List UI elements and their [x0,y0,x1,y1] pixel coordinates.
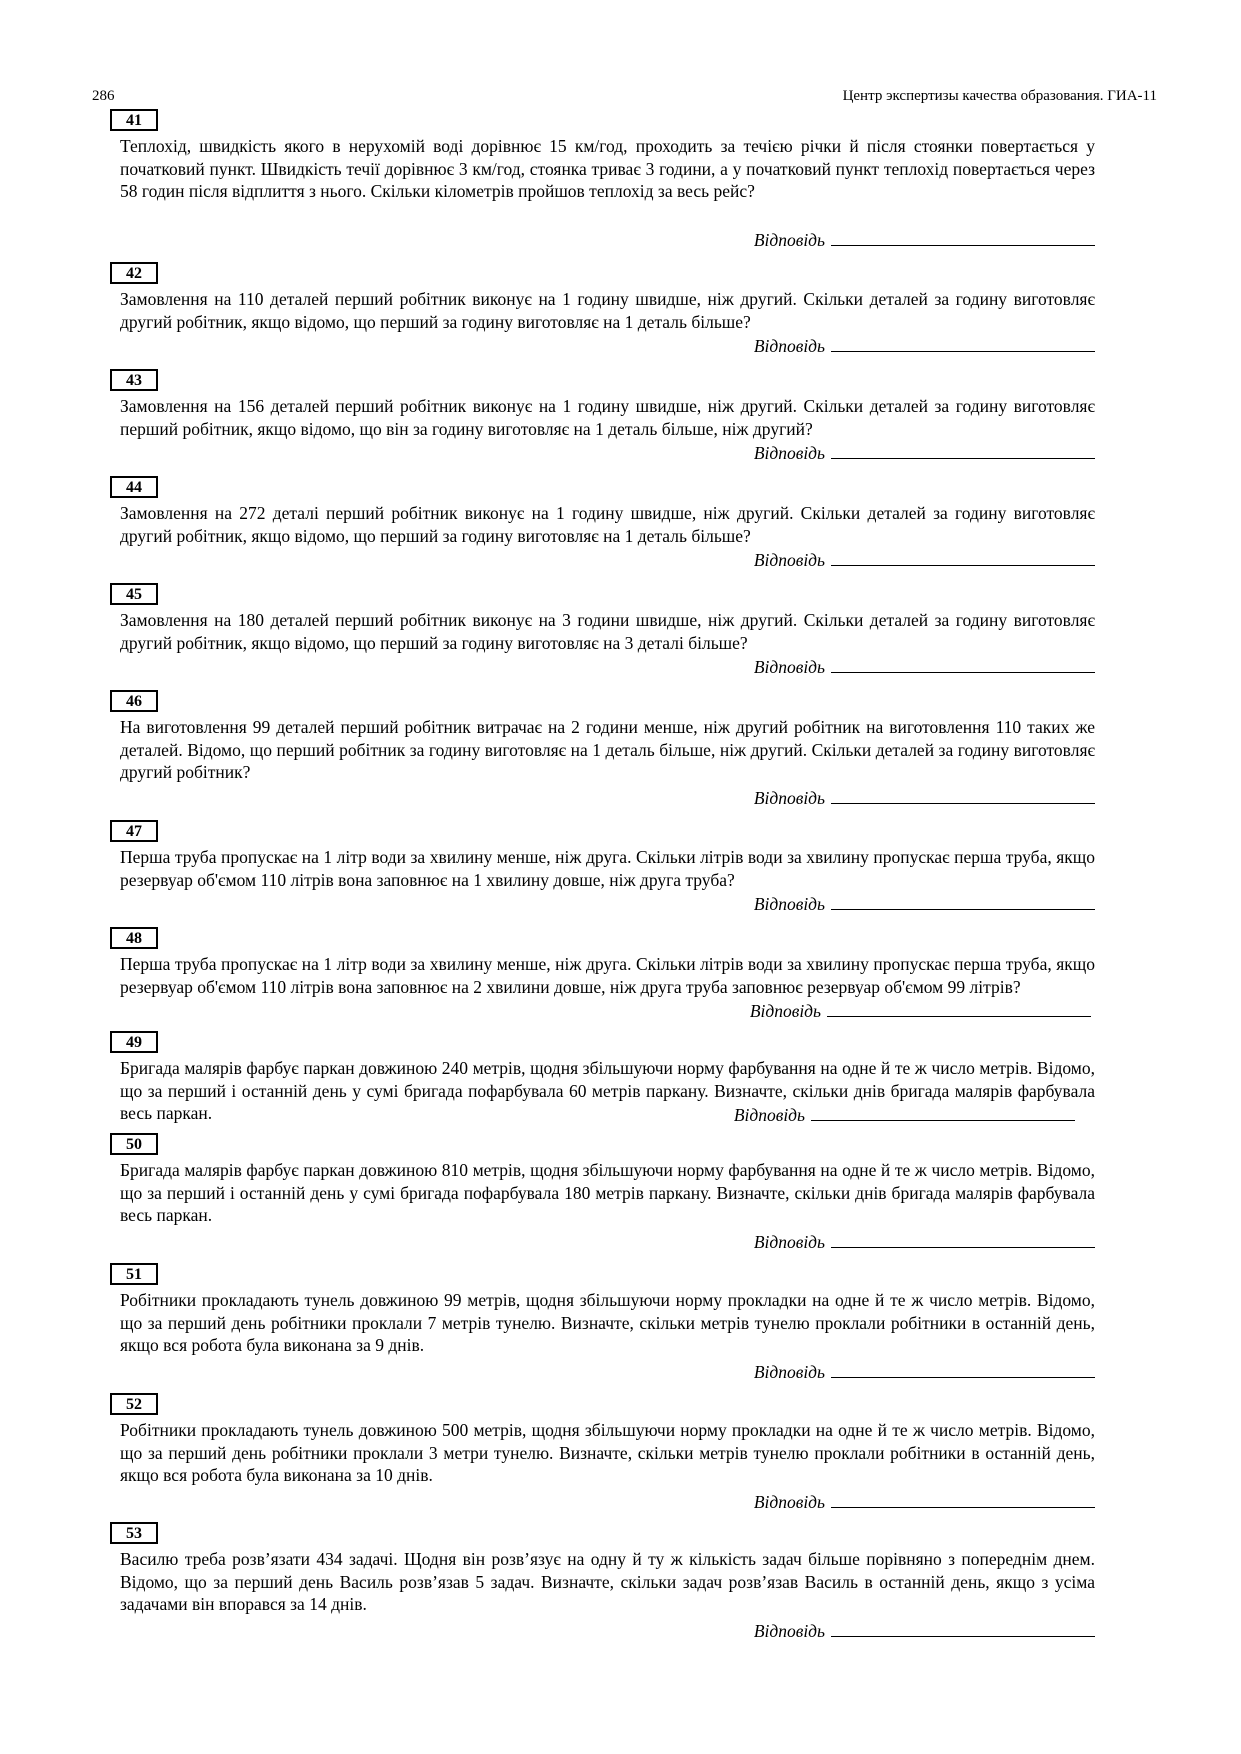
answer-line[interactable] [831,785,1095,804]
answer-label: Відповідь [753,550,825,570]
answer-line[interactable] [831,547,1095,566]
task-number: 43 [110,369,158,391]
answer-field[interactable] [754,440,1095,464]
task-text: Замовлення на 110 деталей перший робітник виконує на 1 годину швидше, ніж другий. Скільки деталей за годину виготовляє другий робітник, якщо відомо, що перший за годину виготовляє на 1 деталь більше? [120,289,1095,332]
answer-label: Відповідь [753,443,825,463]
answer-label: Відповідь [753,894,825,914]
task-text: Перша труба пропускає на 1 літр води за хвилину менше, ніж друга. Скільки літрів води за хвилину пропускає перша труба, якщо резервуар об'ємом 110 літрів вона заповнює на 1 хвилину довше, ніж друга труба? [120,847,1095,890]
task-text: Замовлення на 180 деталей перший робітник виконує на 3 години швидше, ніж другий. Скільки деталей за годину виготовляє другий робітник, якщо відомо, що перший за годину виготовляє на 3 деталі більше? [120,610,1095,653]
answer-line[interactable] [831,1489,1095,1508]
answer-line[interactable] [831,227,1095,246]
answer-line[interactable] [811,1102,1075,1121]
task-text: Бригада малярів фарбує паркан довжиною 240 метрів, щодня збільшуючи норму фарбування на одне й те ж число метрів. Відомо, що за перший і останній день у сумі бригада пофарбувала 60 метрів паркану. Визначте, скільки днів бригада малярів фарбувала весь паркан. [120,1058,1095,1123]
task-text: Теплохід, швидкість якого в нерухомій воді дорівнює 15 км/год, проходить за течією річки й після стоянки повертається у початковий пункт. Швидкість течії дорівнює 3 км/год, стоянка триває 3 години, а у початковий пункт теплохід повертається через 58 годин після відплиття з нього. Скільки кілометрів пройшов теплохід за весь рейс? [120,136,1095,201]
answer-field[interactable] [754,891,1095,915]
answer-label: Відповідь [753,1362,825,1382]
task-number: 42 [110,262,158,284]
task-number: 46 [110,690,158,712]
answer-field[interactable] [754,1359,1095,1383]
answer-field[interactable] [754,785,1095,809]
task-number: 49 [110,1031,158,1053]
task-text: Василю треба розв’язати 434 задачі. Щодня він розв’язує на одну й ту ж кількість задач більше порівняно з попереднім днем. Відомо, що за перший день Василь розв’язав 5 задач. Визначте, скільки задач розв’язав Василь в останній день, якщо з усіма задачами він впорався за 14 днів. [120,1549,1095,1614]
task-number: 50 [110,1133,158,1155]
answer-label: Відповідь [753,1492,825,1512]
task-number: 41 [110,109,158,131]
answer-label: Відповідь [753,230,825,250]
task-number: 48 [110,927,158,949]
answer-field[interactable] [754,1618,1095,1642]
answer-field[interactable] [754,333,1095,357]
answer-line[interactable] [831,440,1095,459]
task-text: Замовлення на 272 деталі перший робітник виконує на 1 годину швидше, ніж другий. Скільки деталей за годину виготовляє другий робітник, якщо відомо, що перший за годину виготовляє на 1 деталь більше? [120,503,1095,546]
answer-field[interactable] [734,1102,1075,1126]
answer-field[interactable] [754,547,1095,571]
task-number: 51 [110,1263,158,1285]
answer-label: Відповідь [733,1105,805,1125]
task-text: Замовлення на 156 деталей перший робітник виконує на 1 годину швидше, ніж другий. Скільки деталей за годину виготовляє перший робітник, якщо відомо, що він за годину виготовляє на 1 деталь більше, ніж другий? [120,396,1095,439]
task-text: Перша труба пропускає на 1 літр води за хвилину менше, ніж друга. Скільки літрів води за хвилину пропускає перша труба, якщо резервуар об'ємом 110 літрів вона заповнює на 2 хвилини довше, ніж друга труба заповнює резервуар об'ємом 99 літрів? [120,954,1095,997]
task-number: 44 [110,476,158,498]
answer-field[interactable] [754,1229,1095,1253]
answer-label: Відповідь [753,336,825,356]
answer-label: Відповідь [753,788,825,808]
answer-label: Відповідь [749,1001,821,1021]
task-text: На виготовлення 99 деталей перший робітник витрачає на 2 години менше, ніж другий робітник на виготовлення 110 таких же деталей. Відомо, що перший робітник за годину виготовляє на 1 деталь більше, ніж другий. Скільки деталей за годину виготовляє другий робітник? [120,717,1095,782]
task-text: Робітники прокладають тунель довжиною 500 метрів, щодня збільшуючи норму прокладки на одне й те ж число метрів. Відомо, що за перший день робітники проклали 3 метри тунелю. Визначте, скільки метрів тунелю проклали робітники в останній день, якщо вся робота була виконана за 10 днів. [120,1420,1095,1485]
answer-field[interactable] [754,1489,1095,1513]
task-number: 53 [110,1522,158,1544]
running-title: Центр экспертизы качества образования. ГИА-11 [842,88,1157,104]
answer-line[interactable] [831,891,1095,910]
task-number: 47 [110,820,158,842]
answer-line[interactable] [831,654,1095,673]
answer-line[interactable] [831,1618,1095,1637]
task-number: 52 [110,1393,158,1415]
answer-line[interactable] [831,333,1095,352]
task-text: Бригада малярів фарбує паркан довжиною 810 метрів, щодня збільшуючи норму фарбування на одне й те ж число метрів. Відомо, що за перший і останній день у сумі бригада пофарбувала 180 метрів паркану. Визначте, скільки днів бригада малярів фарбувала весь паркан. [120,1160,1095,1225]
answer-label: Відповідь [753,1232,825,1252]
task-number: 45 [110,583,158,605]
answer-label: Відповідь [753,657,825,677]
answer-label: Відповідь [753,1621,825,1641]
answer-line[interactable] [831,1229,1095,1248]
page-number: 286 [92,88,115,104]
answer-field[interactable] [754,654,1095,678]
answer-line[interactable] [827,998,1091,1017]
task-text: Робітники прокладають тунель довжиною 99 метрів, щодня збільшуючи норму прокладки на одне й те ж число метрів. Відомо, що за перший день робітники проклали 7 метрів тунелю. Визначте, скільки метрів тунелю проклали робітники в останній день, якщо вся робота була виконана за 9 днів. [120,1290,1095,1355]
answer-line[interactable] [831,1359,1095,1378]
answer-field[interactable] [750,998,1091,1022]
page-header [92,88,1157,110]
answer-field[interactable] [754,227,1095,251]
